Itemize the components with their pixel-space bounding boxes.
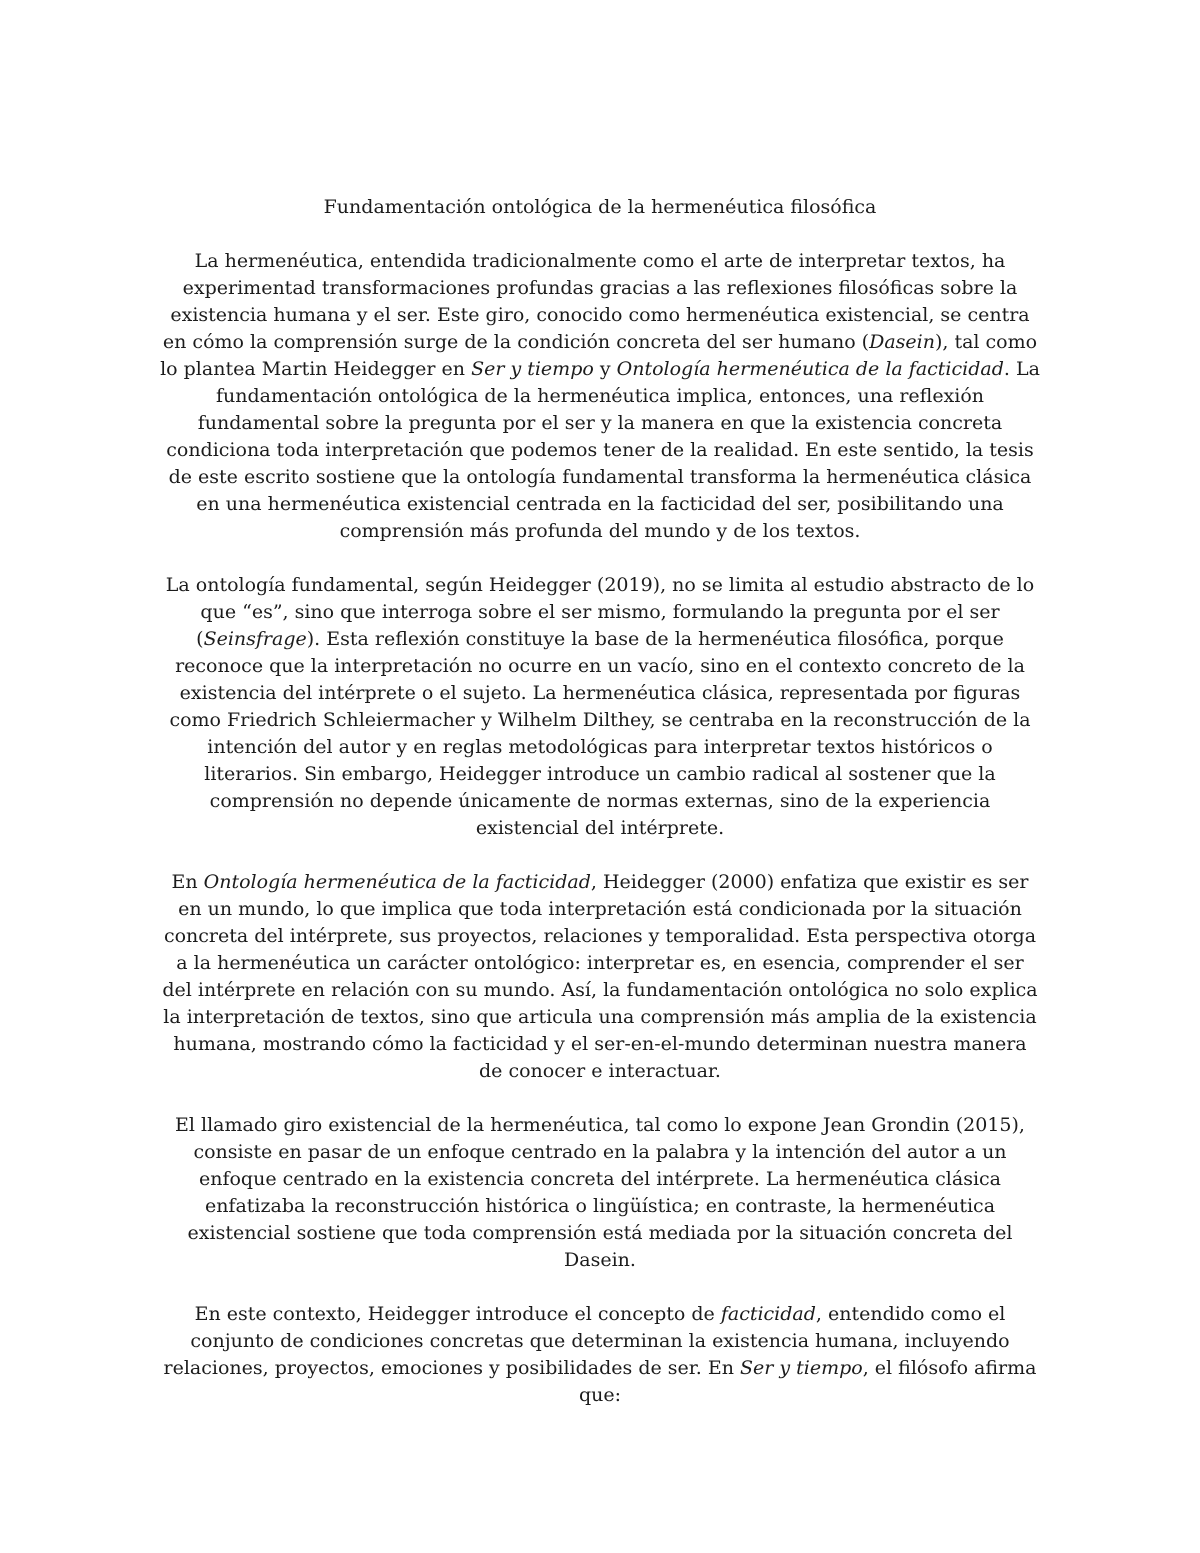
text-run: y <box>593 358 617 380</box>
document-body <box>160 248 1040 1409</box>
document-page <box>160 194 1040 1436</box>
body-paragraph <box>160 572 1040 842</box>
text-run: . La fundamentación ontológica de la hermenéutica implica, entonces, una reflexión fundamental sobre la pregunta por el ser y la manera en que la existencia concreta condiciona toda interpretación que podemos tener de la realidad. En este sentido, la tesis de este escrito sostiene que la ontología fundamental transforma la hermenéutica clásica en una hermenéutica existencial centrada en la facticidad del ser, posibilitando una comprensión más profunda del mundo y de los textos. <box>166 358 1040 542</box>
text-run: , Heidegger (2000) enfatiza que existir es ser en un mundo, lo que implica que toda interpretación está condicionada por la situación concreta del intérprete, sus proyectos, relaciones y temporalidad. Esta perspectiva otorga a la hermenéutica un carácter ontológico: interpretar es, en esencia, comprender el ser del intérprete en relación con su mundo. Así, la fundamentación ontológica no solo explica la interpretación de textos, sino que articula una comprensión más amplia de la existencia humana, mostrando cómo la facticidad y el ser-en-el-mundo determinan nuestra manera de conocer e interactuar. <box>162 871 1038 1082</box>
italic-term: Dasein <box>869 331 935 353</box>
italic-term: Ser y tiempo <box>471 358 594 380</box>
italic-term: Ser y tiempo <box>739 1357 863 1379</box>
text-run: ). Esta reflexión constituye la base de la hermenéutica filosófica, porque reconoce que la interpretación no ocurre en un vacío, sino en el contexto concreto de la existencia del intérprete o el sujeto. La hermenéutica clásica, representada por figuras como Friedrich Schleiermacher y Wilhelm Dilthey, se centraba en la reconstrucción de la intención del autor y en reglas metodológicas para interpretar textos históricos o literarios. Sin embargo, Heidegger introduce un cambio radical al sostener que la comprensión no depende únicamente de normas externas, sino de la experiencia existencial del intérprete. <box>169 628 1031 839</box>
italic-term: facticidad <box>720 1303 816 1325</box>
text-run: En este contexto, Heidegger introduce el concepto de <box>194 1303 721 1325</box>
text-run: ), tal como lo plantea Martin Heidegger en <box>160 331 1038 380</box>
text-run: La hermenéutica, entendida tradicionalmente como el arte de interpretar textos, ha experimentad transformaciones profundas gracias a las reflexiones filosóficas sobre la existencia humana y el ser. Este giro, conocido como hermenéutica existencial, se centra en cómo la comprensión surge de la condición concreta del ser humano ( <box>162 250 1030 353</box>
text-run: La ontología fundamental, según Heidegger (2019), no se limita al estudio abstracto de lo que “es”, sino que interroga sobre el ser mismo, formulando la pregunta por el ser ( <box>165 574 1035 650</box>
text-run: El llamado giro existencial de la hermenéutica, tal como lo expone Jean Grondin (2015), consiste en pasar de un enfoque centrado en la palabra y la intención del autor a un enfoque centrado en la existencia concreta del intérprete. La hermenéutica clásica enfatizaba la reconstrucción histórica o lingüística; en contraste, la hermenéutica existencial sostiene que toda comprensión está mediada por la situación concreta del Dasein. <box>175 1114 1025 1271</box>
italic-term: Ontología hermenéutica de la facticidad <box>203 871 591 893</box>
body-paragraph <box>160 869 1040 1085</box>
text-run: En <box>171 871 204 893</box>
text-run: , el filósofo afirma que: <box>578 1357 1037 1406</box>
body-paragraph <box>160 248 1040 545</box>
document-title: Fundamentación ontológica de la hermenéutica filosófica <box>323 196 877 218</box>
body-paragraph <box>160 1301 1040 1409</box>
italic-term: Seinsfrage <box>203 628 307 650</box>
body-paragraph <box>160 1112 1040 1274</box>
text-run: , entendido como el conjunto de condiciones concretas que determinan la existencia humana, incluyendo relaciones, proyectos, emociones y posibilidades de ser. En <box>163 1303 1010 1379</box>
italic-term: Ontología hermenéutica de la facticidad <box>616 358 1004 380</box>
